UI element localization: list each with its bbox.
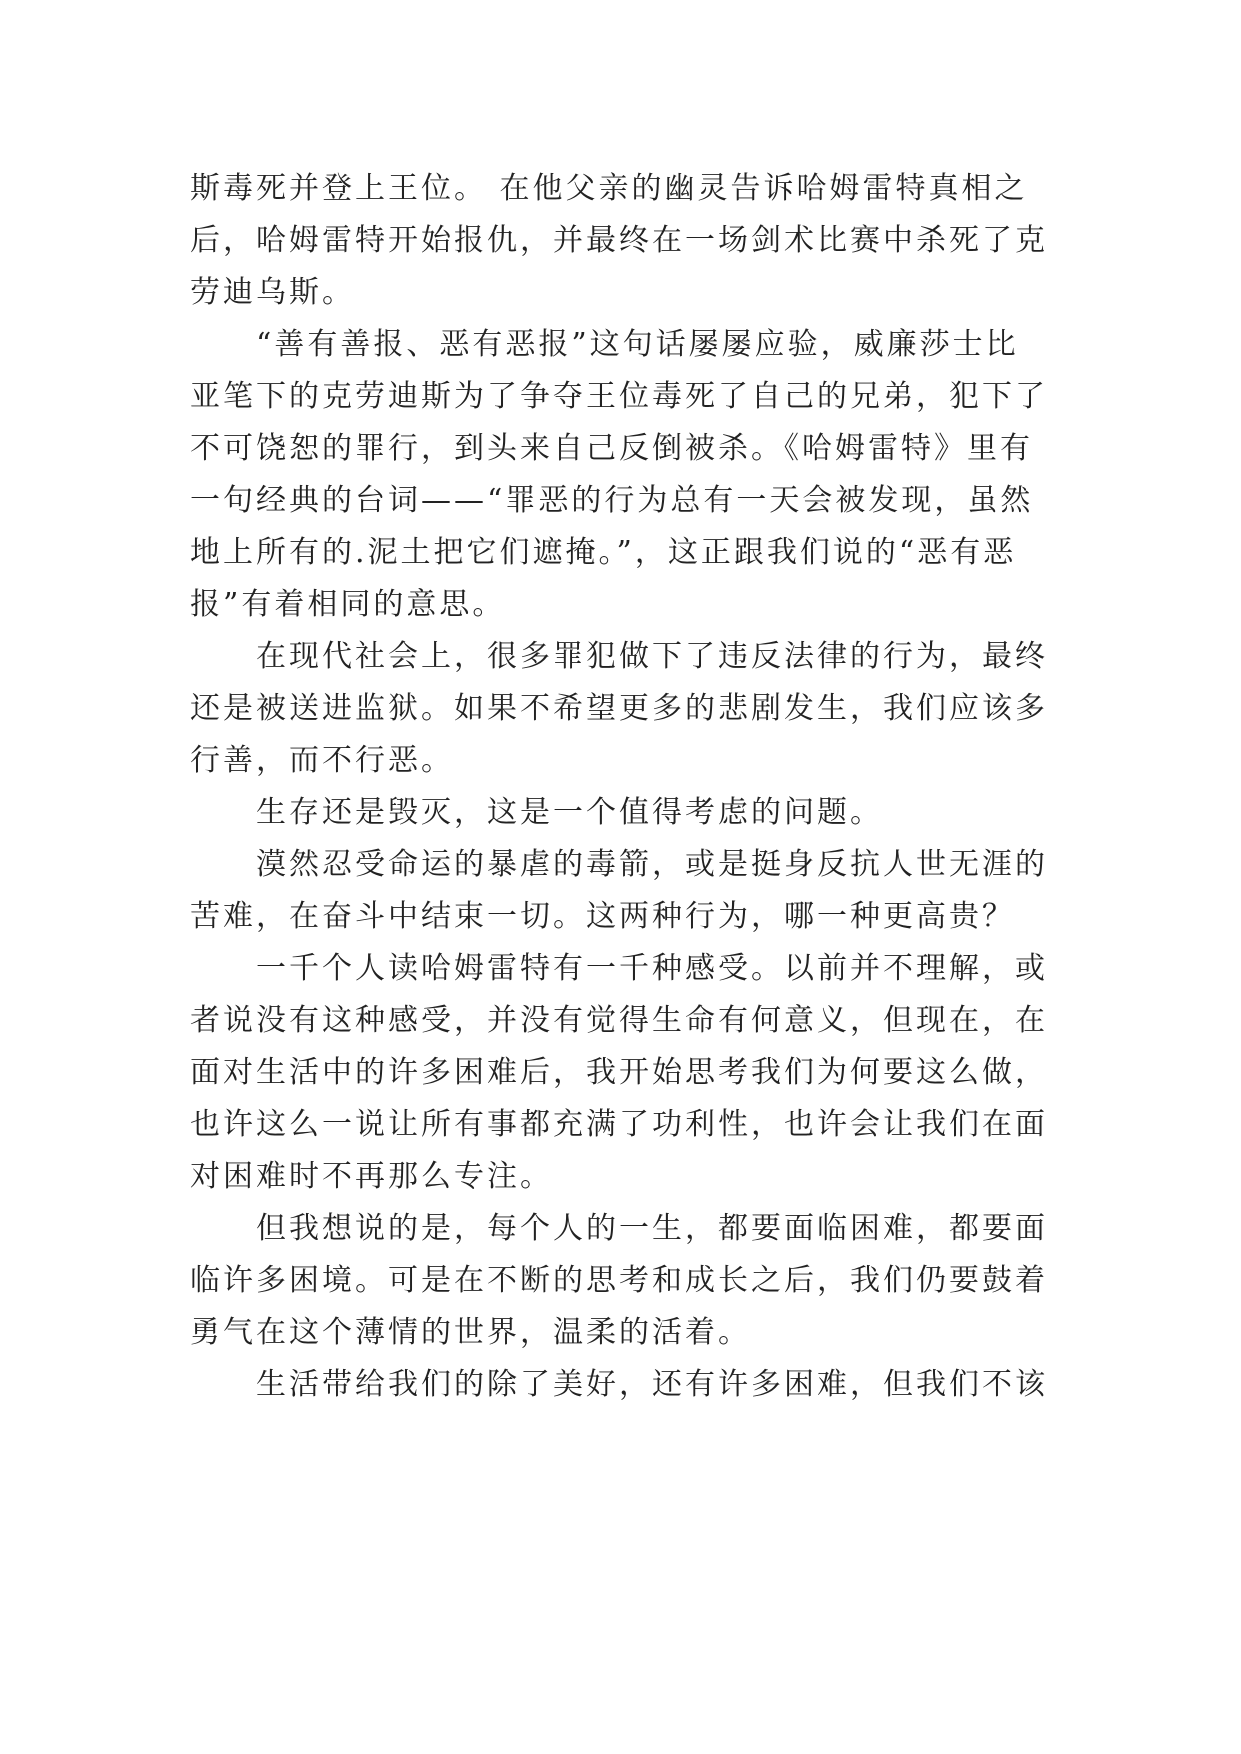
text-line: 生活带给我们的除了美好，还有许多困难，但我们不该 <box>256 1367 1048 1402</box>
text-line: 但我想说的是，每个人的一生，都要面临困难，都要面 <box>256 1211 1048 1246</box>
text-line: 对困难时不再那么专注。 <box>190 1159 553 1194</box>
text-line: 临许多困境。可是在不断的思考和成长之后，我们仍要鼓着 <box>190 1263 1048 1298</box>
text-line: 斯毒死并登上王位。 在他父亲的幽灵告诉哈姆雷特真相之 <box>190 171 1028 206</box>
text-line: 者说没有这种感受，并没有觉得生命有何意义，但现在，在 <box>190 1003 1048 1038</box>
text-line: 勇气在这个薄情的世界，温柔的活着。 <box>190 1315 751 1350</box>
text-line: 还是被送进监狱。如果不希望更多的悲剧发生，我们应该多 <box>190 691 1048 726</box>
text-line: 报”有着相同的意思。 <box>190 587 506 622</box>
text-line: 行善，而不行恶。 <box>190 743 454 778</box>
text-line: 劳迪乌斯。 <box>190 275 355 310</box>
text-line: 一千个人读哈姆雷特有一千种感受。以前并不理解，或 <box>256 951 1048 986</box>
text-line: 一句经典的台词——“罪恶的行为总有一天会被发现，虽然 <box>190 483 1034 518</box>
text-line: 亚笔下的克劳迪斯为了争夺王位毒死了自己的兄弟，犯下了 <box>190 379 1048 414</box>
text-line: “善有善报、恶有恶报”这句话屡屡应验，威廉莎士比 <box>256 327 1019 362</box>
text-line: 面对生活中的许多困难后，我开始思考我们为何要这么做， <box>190 1055 1048 1090</box>
text-line: 也许这么一说让所有事都充满了功利性，也许会让我们在面 <box>190 1107 1048 1142</box>
text-line: 地上所有的.泥土把它们遮掩。”，这正跟我们说的“恶有恶 <box>190 535 1017 570</box>
text-line: 后，哈姆雷特开始报仇，并最终在一场剑术比赛中杀死了克 <box>190 223 1048 258</box>
text-line: 不可饶恕的罪行，到头来自己反倒被杀。《哈姆雷特》里有 <box>190 431 1033 466</box>
text-line: 生存还是毁灭，这是一个值得考虑的问题。 <box>256 795 883 830</box>
text-line: 苦难，在奋斗中结束一切。这两种行为，哪一种更高贵？ <box>190 899 1015 934</box>
text-line: 在现代社会上，很多罪犯做下了违反法律的行为，最终 <box>256 639 1048 674</box>
text-line: 漠然忍受命运的暴虐的毒箭，或是挺身反抗人世无涯的 <box>256 847 1048 882</box>
